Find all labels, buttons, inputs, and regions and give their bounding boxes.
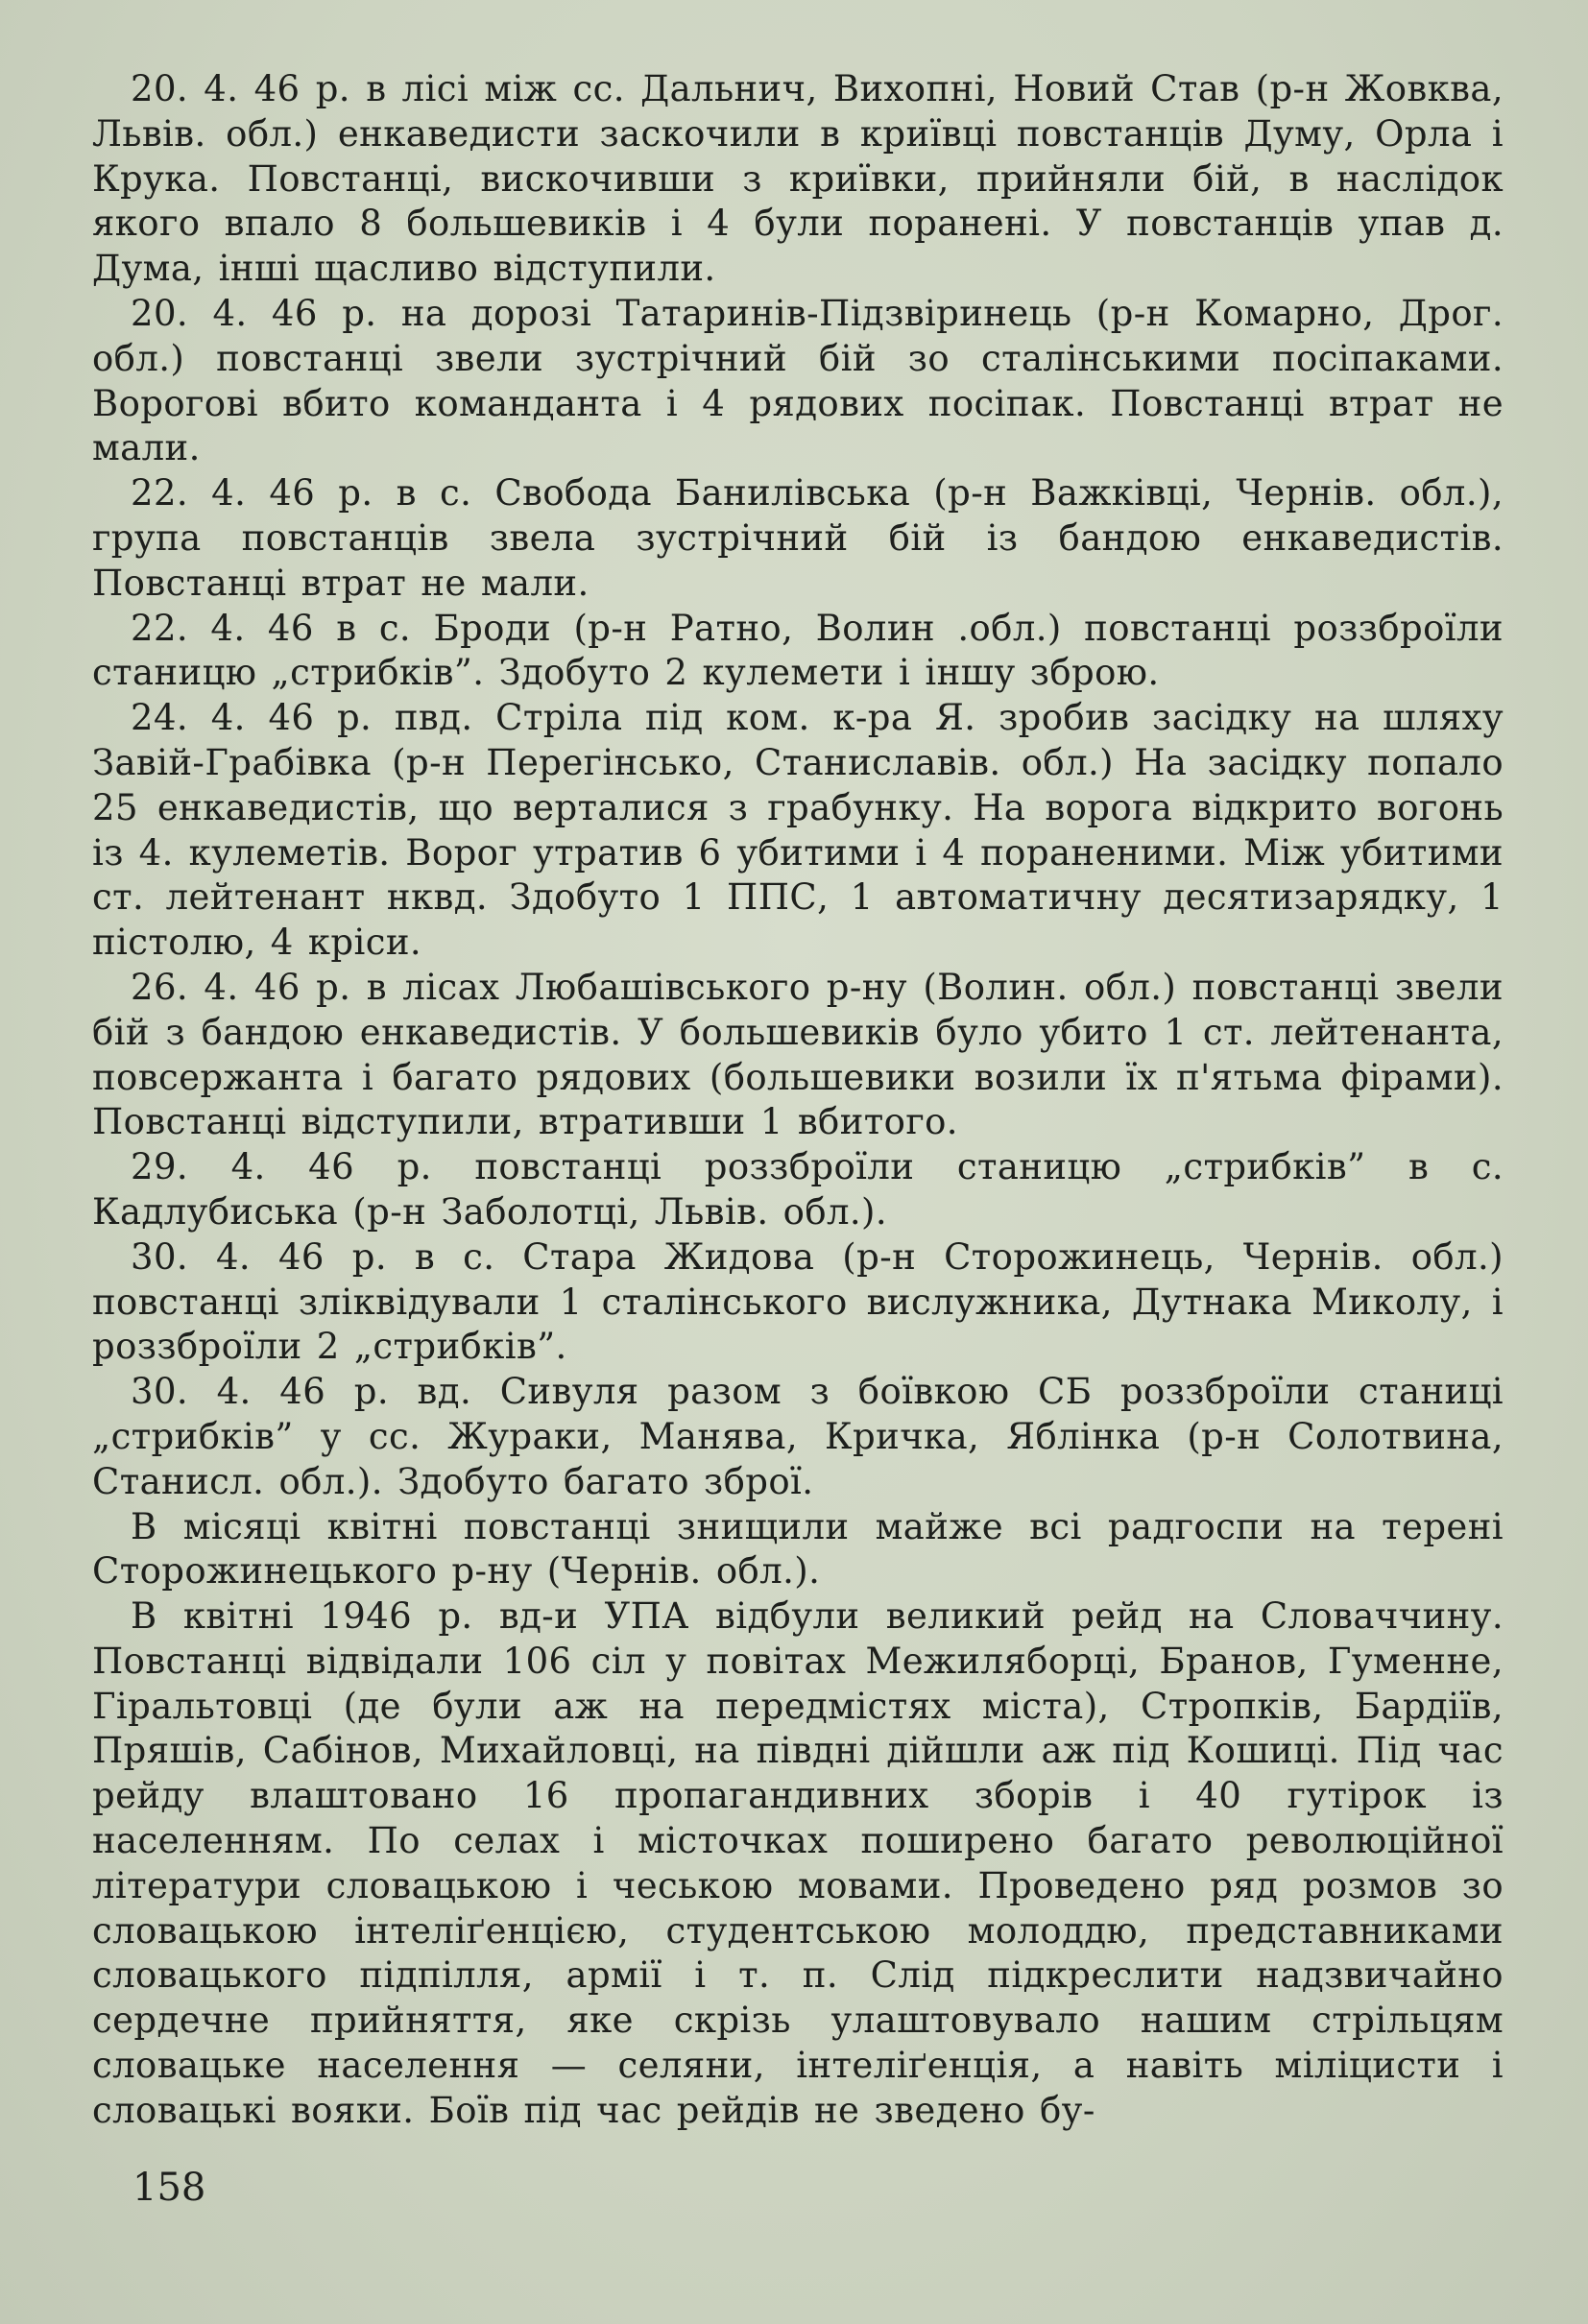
page-body-text (92, 67, 1504, 2134)
paragraph-2: 20. 4. 46 р. на дорозі Татаринів-Підзвіринець (р-н Комарно, Дрог. обл.) повстанці звели зустрічний бій зо сталінськими посіпаками. Ворогові вбито команданта і 4 рядових посіпак. Повстанці втрат не мали. (92, 292, 1504, 469)
paragraph-10: В місяці квітні повстанці знищили майже всі радгоспи на терені Сторожинецького р-ну (Чернів. обл.). (92, 1505, 1504, 1593)
paragraph-3: 22. 4. 46 р. в с. Свобода Банилівська (р-н Важківці, Чернів. обл.), група повстанців звела зустрічний бій із бандою енкаведистів. Повстанці втрат не мали. (92, 472, 1504, 604)
paragraph-4: 22. 4. 46 в с. Броди (р-н Ратно, Волин .обл.) повстанці роззброїли станицю „стрибків”. Здобуто 2 кулемети і іншу зброю. (92, 607, 1504, 694)
paragraph-7: 29. 4. 46 р. повстанці роззброїли станицю „стрибків” в с. Кадлубиська (р-н Заболотці, Львів. обл.). (92, 1146, 1504, 1233)
paragraph-5: 24. 4. 46 р. пвд. Стріла під ком. к-ра Я. зробив засідку на шляху Завій-Грабівка (р-н Перегінсько, Станиславів. обл.) На засідку попало 25 енкаведистів, що верталися з грабунку. На ворога відкрито вогонь із 4. кулеметів. Ворог утратив 6 убитими і 4 пораненими. Між убитими ст. лейтенант нквд. Здобуто 1 ППС, 1 автоматичну десятизарядку, 1 пістолю, 4 кріси. (92, 697, 1504, 964)
paragraph-11: В квітні 1946 р. вд-и УПА відбули великий рейд на Словаччину. Повстанці відвідали 106 сіл у повітах Межиляборці, Бранов, Гуменне, Гіральтовці (де були аж на передмістях міста), Стропків, Бардіїв, Пряшів, Сабінов, Михайловці, на півдні дійшли аж під Кошиці. Під час рейду влаштовано 16 пропагандивних зборів і 40 гутірок із населенням. По селах і місточках поширено багато революційної літератури словацькою і чеською мовами. Проведено ряд розмов зо словацькою інтеліґенцією, студентською молоддю, представниками словацького підпілля, армії і т. п. Слід підкреслити надзвичайно сердечне прийняття, яке скрізь улаштовувало нашим стрільцям словацьке населення — селяни, інтеліґенція, а навіть міліцисти і словацькі вояки. Боїв під час рейдів не зведено бу- (92, 1595, 1504, 2131)
paragraph-1: 20. 4. 46 р. в лісі між сс. Дальнич, Вихопні, Новий Став (р-н Жовква, Львів. обл.) енкаведисти заскочили в криївці повстанців Думу, Орла і Крука. Повстанці, вискочивши з криївки, прийняли бій, в наслідок якого впало 8 большевиків і 4 були поранені. У повстанців упав д. Дума, інші щасливо відступили. (92, 68, 1504, 290)
paragraph-8: 30. 4. 46 р. в с. Стара Жидова (р-н Сторожинець, Чернів. обл.) повстанці зліквідували 1 сталінського вислужника, Дутнака Миколу, і роззброїли 2 „стрибків”. (92, 1235, 1504, 1368)
paragraph-6: 26. 4. 46 р. в лісах Любашівського р-ну (Волин. обл.) повстанці звели бій з бандою енкаведистів. У большевиків було убито 1 ст. лейтенанта, повсержанта і багато рядових (большевики возили їх п'ятьма фірами). Повстанці відступили, втративши 1 вбитого. (92, 966, 1504, 1143)
paragraph-9: 30. 4. 46 р. вд. Сивуля разом з боївкою СБ роззброїли станиці „стрибків” у сс. Жураки, Манява, Кричка, Яблінка (р-н Солотвина, Станисл. обл.). Здобуто багато зброї. (92, 1371, 1504, 1502)
page-number: 158 (132, 2166, 206, 2210)
